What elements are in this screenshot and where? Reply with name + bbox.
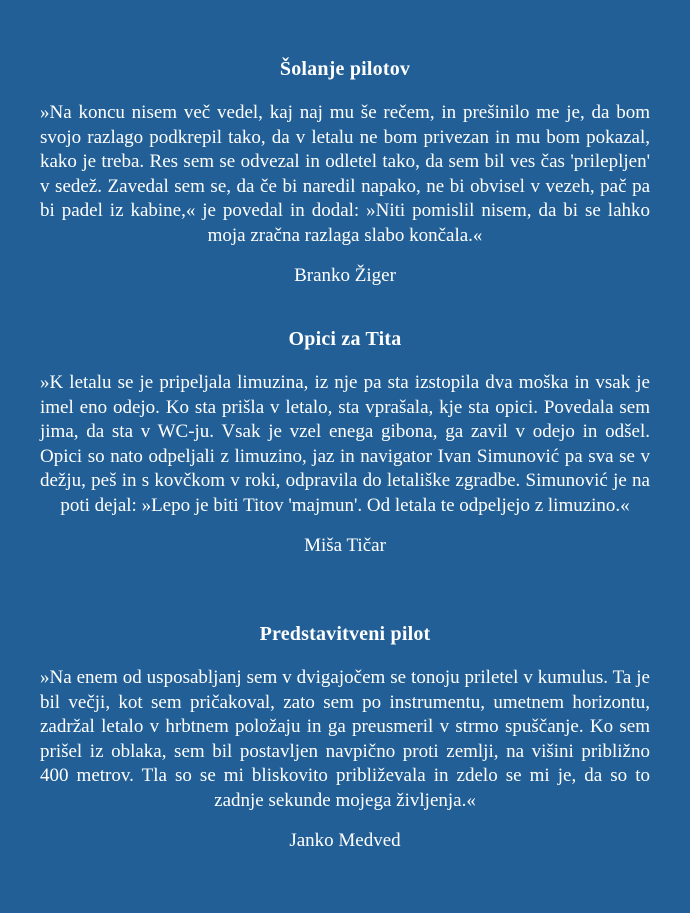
story-quote: »Na koncu nisem več vedel, kaj naj mu še rečem, in prešinilo me je, da bom svojo razlago podkrepil tako, da v letalu ne bom privezan in mu bom pokazal, kako je treba. Res sem se odvezal in odletel tako, da sem bil ves čas 'prilepljen' v sedež. Zavedal sem se, da če bi naredil napako, ne bi obvisel v vezeh, pač pa bi padel iz kabine,« je povedal in dodal: »Niti pomislil nisem, da bi se lahko moja zračna razlaga slabo končala.« — [40, 102, 650, 246]
story-predstavitveni-pilot — [40, 622, 650, 853]
story-title: Predstavitveni pilot — [259, 623, 431, 645]
story-quote: »Na enem od usposabljanj sem v dvigajočem se tonoju priletel v kumulus. Ta je bil večji, kot sem pričakoval, zato sem po instrumentu, umetnem horizontu, zadržal letalo v hrbtnem položaju in ga preusmeril v strmo spuščanje. Ko sem prišel iz oblaka, sem bil postavljen navpično proti zemlji, na višini približno 400 metrov. Tla so se mi bliskovito približevala in zdelo se mi je, da so to zadnje sekunde mojega življenja.« — [40, 667, 650, 811]
story-author: Miša Tičar — [304, 534, 386, 556]
story-author: Branko Žiger — [294, 264, 396, 286]
story-title: Opici za Tita — [288, 328, 402, 350]
story-opici-za-tita — [40, 327, 650, 558]
story-solanje-pilotov — [40, 57, 650, 288]
story-author: Janko Medved — [289, 829, 401, 851]
story-title: Šolanje pilotov — [279, 58, 411, 80]
story-quote: »K letalu se je pripeljala limuzina, iz nje pa sta izstopila dva moška in vsak je imel eno odejo. Ko sta prišla v letalo, sta vprašala, kje sta opici. Povedala sem jima, da sta v WC-ju. Vsak je vzel enega gibona, ga zavil v odejo in odšel. Opici so nato odpeljali z limuzino, jaz in navigator Ivan Simunović pa sva se v dežju, peš in s kovčkom v roki, odpravila do letališke zgradbe. Simunović je na poti dejal: »Lepo je biti Titov 'majmun'. Od letala te odpeljejo z limuzino.« — [40, 372, 650, 516]
